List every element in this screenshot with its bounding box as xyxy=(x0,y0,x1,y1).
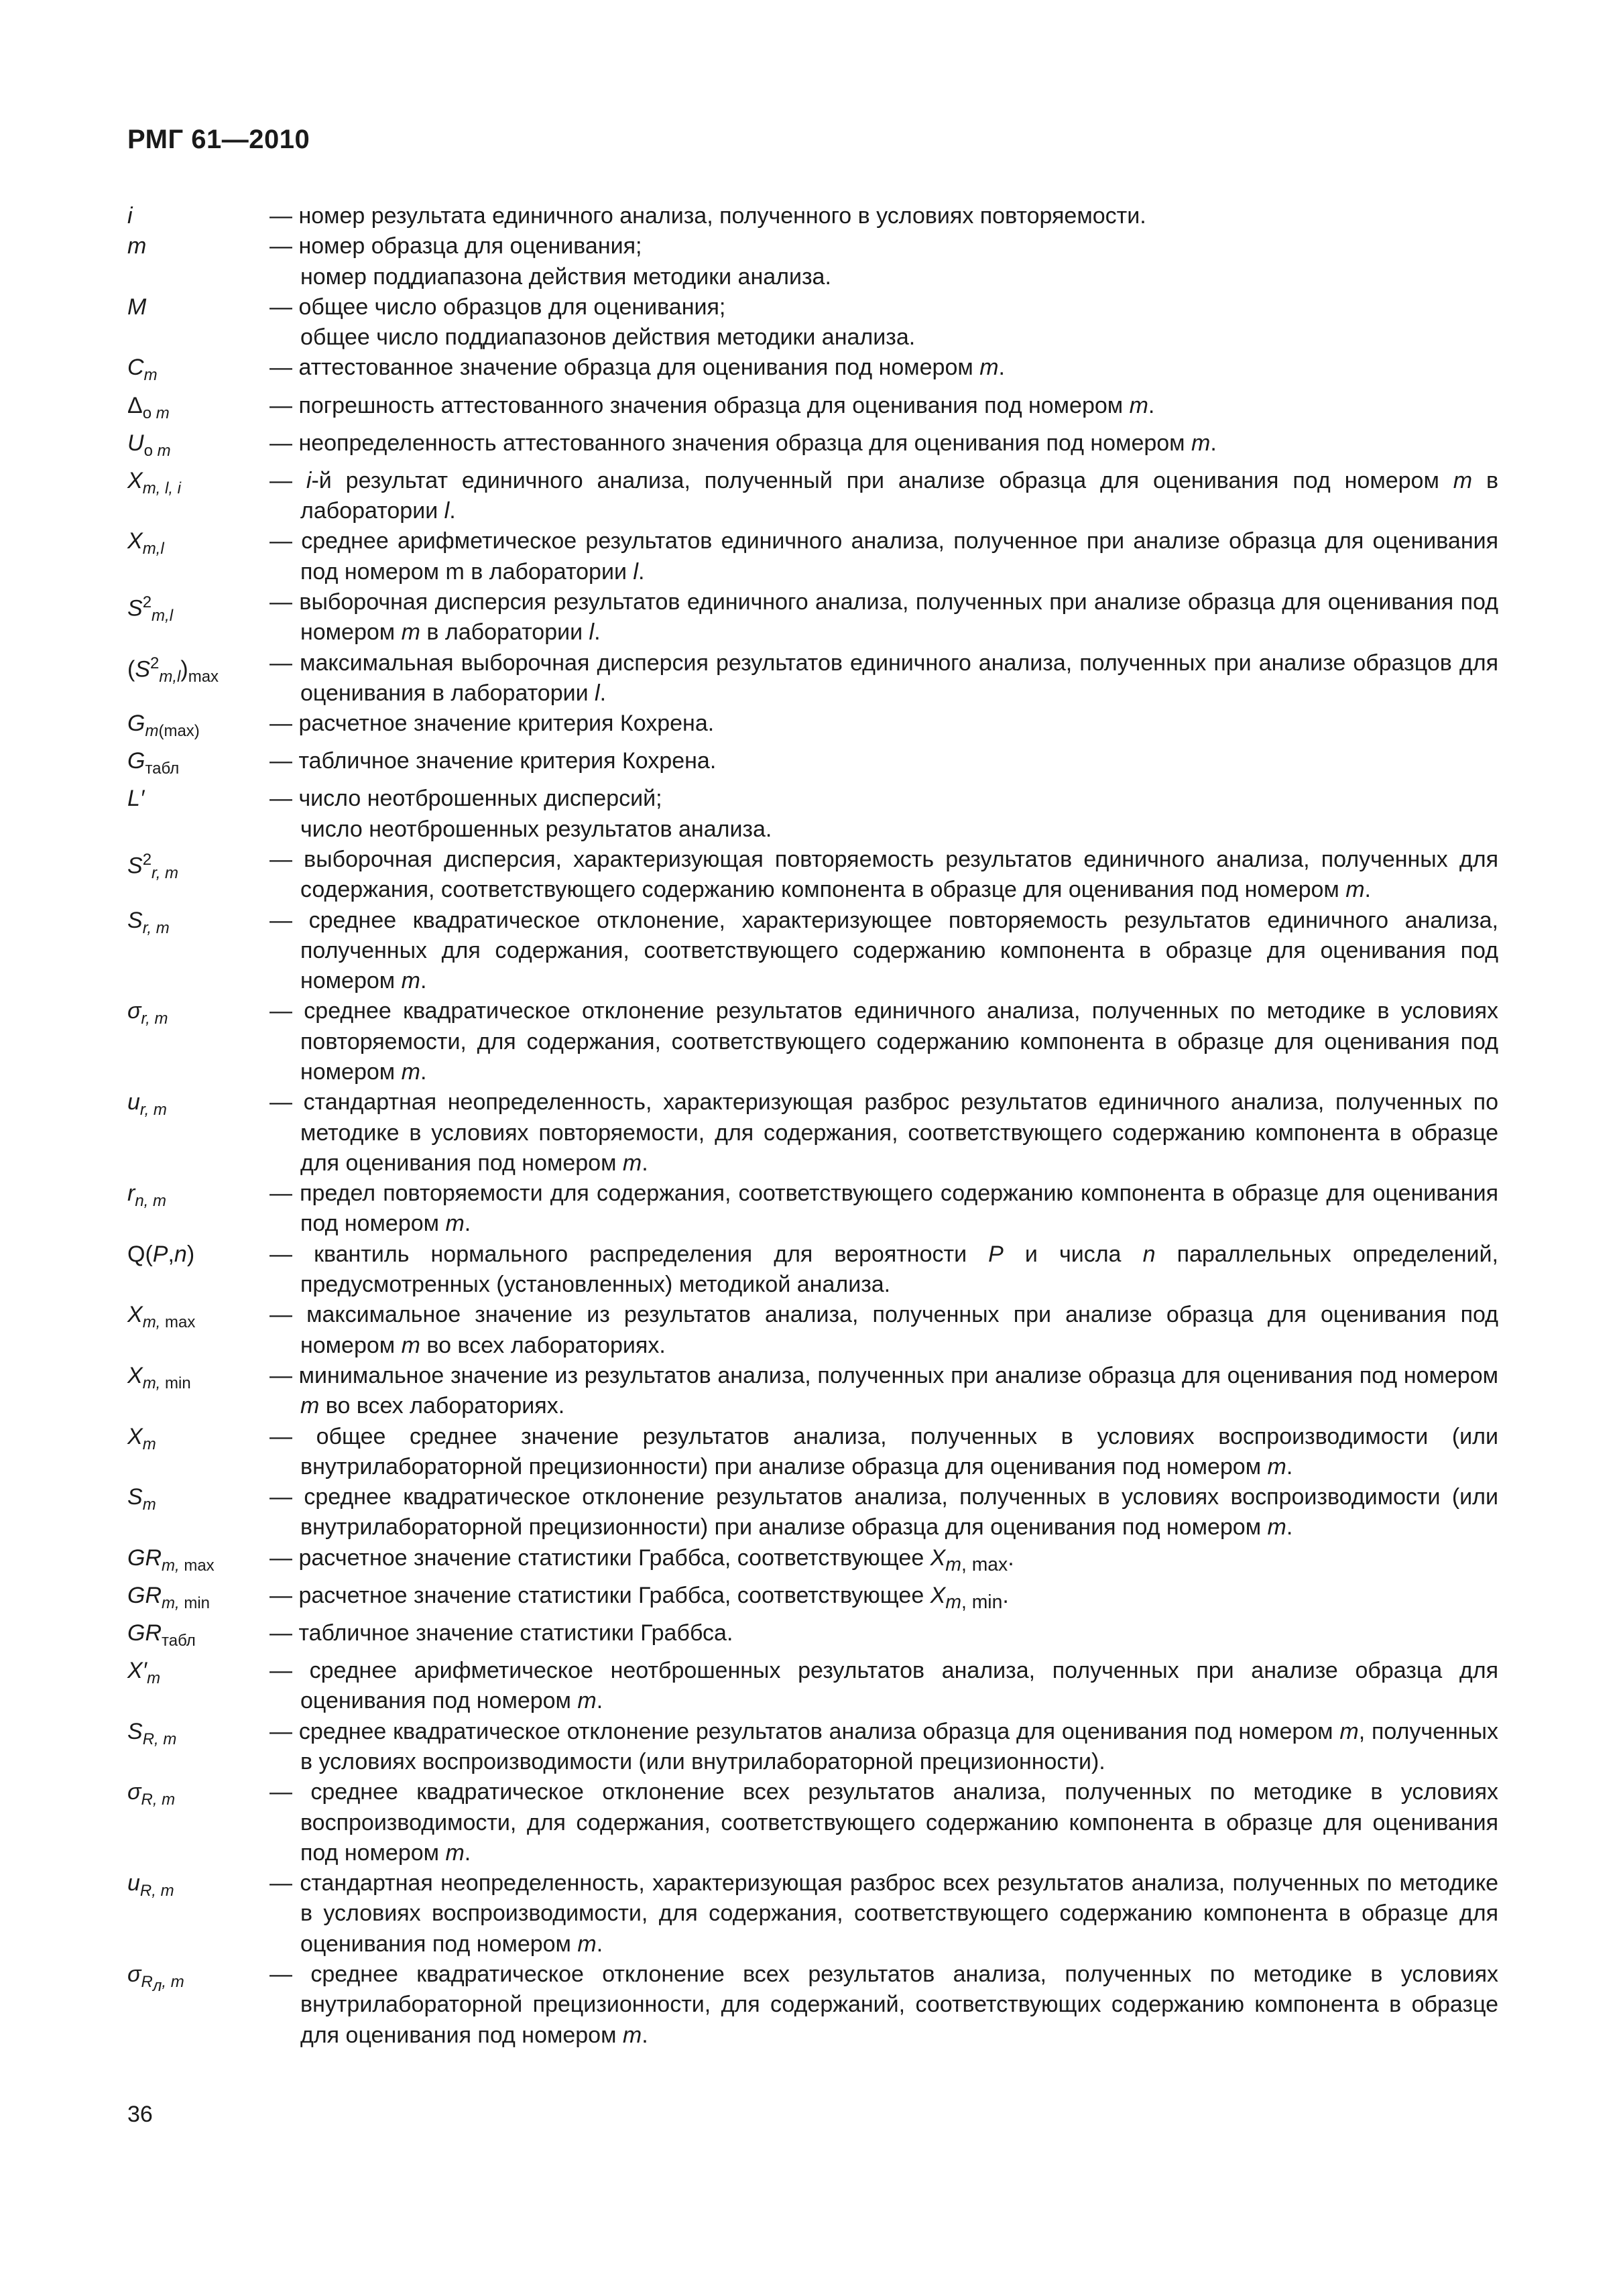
definition-text: — максимальная выборочная дисперсия результатов единичного анализа, полученных при анализе образцов для оценивания в лаборатории l. xyxy=(269,650,1498,706)
definitions-list xyxy=(127,201,1498,2051)
definition-symbol: $\Delta_{о m}$ xyxy=(127,392,170,422)
definition-symbol: L′ xyxy=(127,786,145,812)
document-header: РМГ 61—2010 xyxy=(127,125,310,154)
definition-row xyxy=(127,1777,1498,1868)
definition-row xyxy=(127,587,1498,648)
definition-text: — среднее квадратическое отклонение результатов единичного анализа, полученных по методике в условиях повторяемости, для содержания, соответствующего содержанию компонента в образце для оценивания под номером m. xyxy=(269,998,1498,1085)
definition-text: — среднее квадратическое отклонение всех результатов анализа, полученных по методике в условиях внутрилабораторной прецизионности, для содержаний, соответствующих содержанию компонента в образце для оценивания под номером m. xyxy=(269,1961,1498,2048)
definition-row xyxy=(127,1618,1498,1656)
definition-symbol: i xyxy=(127,203,133,229)
definition-symbol: $(S^2_{m,l})_{max}$ xyxy=(127,654,219,686)
definition-text: — квантиль нормального распределения для вероятности P и числа n параллельных определений, предусмотренных (установленных) методикой анализа. xyxy=(269,1241,1498,1298)
definition-text: — среднее арифметическое результатов единичного анализа, полученное при анализе образца для оценивания под номером m в лаборатории l. xyxy=(269,528,1498,585)
definition-text: — стандартная неопределенность, характеризующая разброс всех результатов анализа, полученных по методике в условиях воспроизводимости, для содержания, соответствующего содержанию компонента в образце для оценивания под номером m. xyxy=(269,1870,1498,1957)
definition-symbol: $U_{о m}$ xyxy=(127,430,171,460)
definition-symbol: Q(P,n) xyxy=(127,1241,195,1267)
definition-text: — стандартная неопределенность, характеризующая разброс результатов единичного анализа, полученных по методике в условиях повторяемости, для содержания, соответствующего содержанию компонента в образце для оценивания под номером m. xyxy=(269,1089,1498,1176)
definition-symbol: $r_{n, m}$ xyxy=(127,1181,167,1210)
definition-row xyxy=(127,906,1498,997)
definition-symbol: $S_{R, m}$ xyxy=(127,1718,177,1748)
definition-text: — общее число образцов для оценивания; общее число поддиапазонов действия методики анализа. xyxy=(269,294,916,351)
definition-row xyxy=(127,1482,1498,1543)
definition-symbol: $S^2_{m,l}$ xyxy=(127,593,174,625)
definition-row xyxy=(127,1300,1498,1361)
definition-text: — табличное значение критерия Кохрена. xyxy=(269,748,717,774)
definition-text: — среднее квадратическое отклонение всех результатов анализа, полученных по методике в условиях воспроизводимости, для содержания, соответствующего содержанию компонента в образце для оценивания под номером m. xyxy=(269,1779,1498,1866)
definition-text: — среднее квадратическое отклонение, характеризующее повторяемость результатов единичного анализа, полученных для содержания, соответствующего содержанию компонента в образце для оценивания под номером m. xyxy=(269,907,1498,994)
definition-text: — расчетное значение статистики Граббса, соответствующее $X_{m, max}$. xyxy=(269,1545,1014,1575)
definition-row xyxy=(127,428,1498,466)
definition-row xyxy=(127,746,1498,784)
definition-symbol: $\sigma_{r, m}$ xyxy=(127,998,168,1028)
definition-row xyxy=(127,526,1498,587)
definition-text: — расчетное значение критерия Кохрена. xyxy=(269,711,715,737)
definition-symbol: $\sigma_{R, m}$ xyxy=(127,1779,176,1809)
definition-symbol: $\sigma_{R_л, m}$ xyxy=(127,1961,184,1995)
definition-symbol: $GR_{m, max}$ xyxy=(127,1545,215,1575)
definition-text: — предел повторяемости для содержания, соответствующего содержанию компонента в образце для оценивания под номером m. xyxy=(269,1181,1498,1237)
definition-row xyxy=(127,1087,1498,1179)
definition-symbol: $S^2_{r, m}$ xyxy=(127,850,179,883)
definition-text: — погрешность аттестованного значения образца для оценивания под номером m. xyxy=(269,392,1155,418)
definition-symbol: $X'_m$ xyxy=(127,1658,161,1687)
definition-text: — табличное значение статистики Граббса. xyxy=(269,1620,733,1646)
definition-symbol: $X_{m, min}$ xyxy=(127,1362,191,1392)
definition-symbol: $S_{r, m}$ xyxy=(127,907,170,937)
definition-symbol: $S_m$ xyxy=(127,1484,156,1514)
definition-row xyxy=(127,1240,1498,1301)
definition-row xyxy=(127,466,1498,527)
definition-text: — выборочная дисперсия, характеризующая повторяемость результатов единичного анализа, полученных для содержания, соответствующего содержанию компонента в образце для оценивания под номером m. xyxy=(269,846,1498,903)
definition-row xyxy=(127,231,1498,292)
definition-row xyxy=(127,1959,1498,2051)
definition-text: — аттестованное значение образца для оценивания под номером m. xyxy=(269,355,1005,381)
page-number: 36 xyxy=(127,2102,153,2127)
definition-row xyxy=(127,1361,1498,1422)
definition-text: — расчетное значение статистики Граббса, соответствующее $X_{m, min}$. xyxy=(269,1582,1009,1613)
definition-row xyxy=(127,1581,1498,1618)
definition-symbol: $X_{m, l, i}$ xyxy=(127,467,182,497)
definition-row xyxy=(127,1717,1498,1778)
definition-text: — среднее квадратическое отклонение результатов анализа образца для оценивания под номером m, полученных в условиях воспроизводимости (или внутрилабораторной прецизионности). xyxy=(269,1718,1498,1774)
definition-row xyxy=(127,784,1498,845)
definition-symbol: $X_{m, max}$ xyxy=(127,1302,196,1332)
definition-row xyxy=(127,845,1498,906)
definition-row xyxy=(127,353,1498,390)
definition-symbol: $GR_{m, min}$ xyxy=(127,1582,210,1612)
definition-text: — выборочная дисперсия результатов единичного анализа, полученных при анализе образца для оценивания под номером m в лаборатории l. xyxy=(269,589,1498,646)
definition-row xyxy=(127,292,1498,353)
definition-row xyxy=(127,391,1498,428)
definition-text: — среднее арифметическое неотброшенных результатов анализа, полученных при анализе образца для оценивания под номером m. xyxy=(269,1658,1498,1714)
definition-text: — номер результата единичного анализа, полученного в условиях повторяемости. xyxy=(269,203,1146,229)
definition-symbol: $u_{r, m}$ xyxy=(127,1089,167,1120)
definition-text: — номер образца для оценивания; номер поддиапазона действия методики анализа. xyxy=(269,233,831,290)
definition-symbol: $u_{R, m}$ xyxy=(127,1870,174,1900)
definition-text: — максимальное значение из результатов анализа, полученных при анализе образца для оценивания под номером m во всех лабораториях. xyxy=(269,1302,1498,1358)
definition-row xyxy=(127,201,1498,231)
definition-symbol: $X_m$ xyxy=(127,1423,156,1453)
definition-symbol: $X_{m,l}$ xyxy=(127,528,164,558)
definition-symbol: $GR_{табл}$ xyxy=(127,1620,196,1650)
definition-symbol: $G_{табл}$ xyxy=(127,748,180,778)
definition-row xyxy=(127,1422,1498,1483)
definition-text: — i-й результат единичного анализа, полученный при анализе образца для оценивания под номером m в лаборатории l. xyxy=(269,467,1499,524)
definition-row xyxy=(127,1656,1498,1717)
definition-row xyxy=(127,648,1498,709)
definition-text: — среднее квадратическое отклонение результатов анализа, полученных в условиях воспроизводимости (или внутрилабораторной прецизионности) при анализе образца для оценивания под номером m. xyxy=(269,1484,1498,1540)
definition-symbol: $G_{m(max)}$ xyxy=(127,711,200,740)
definition-text: — минимальное значение из результатов анализа, полученных при анализе образца для оценивания под номером m во всех лабораториях. xyxy=(269,1362,1498,1419)
definition-row xyxy=(127,1868,1498,1959)
definition-text: — неопределенность аттестованного значения образца для оценивания под номером m. xyxy=(269,430,1217,456)
definition-symbol: $C_m$ xyxy=(127,355,158,385)
definition-symbol: M xyxy=(127,294,147,320)
definition-text: — число неотброшенных дисперсий; число неотброшенных результатов анализа. xyxy=(269,786,772,842)
definition-row xyxy=(127,1543,1498,1581)
definition-row xyxy=(127,1179,1498,1240)
definition-symbol: m xyxy=(127,233,147,259)
definition-text: — общее среднее значение результатов анализа, полученных в условиях воспроизводимости (или внутрилабораторной прецизионности) при анализе образца для оценивания под номером m. xyxy=(269,1423,1498,1479)
definition-row xyxy=(127,996,1498,1087)
definition-row xyxy=(127,709,1498,746)
